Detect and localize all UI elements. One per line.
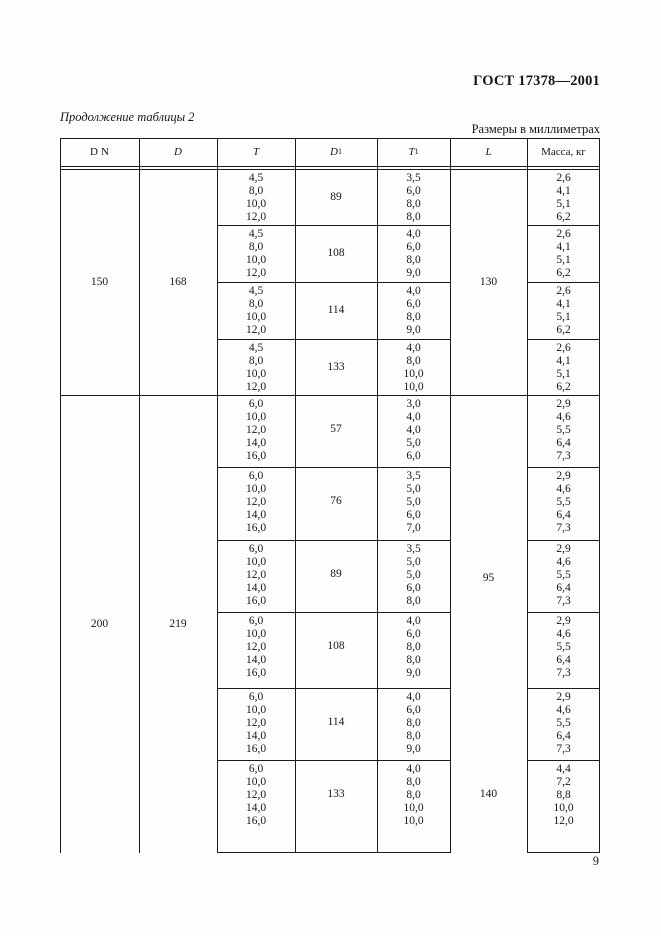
t1-values-line: 5,0 — [406, 556, 421, 568]
mass-values-line: 6,4 — [556, 730, 571, 742]
mass-values-line: 4,6 — [556, 411, 571, 423]
mass-values-line: 2,9 — [556, 470, 571, 482]
t-values-line: 10,0 — [245, 411, 267, 423]
mass-values-line: 4,6 — [556, 628, 571, 640]
mass-values-line: 4,1 — [556, 355, 571, 367]
mass-values-line: 10,0 — [553, 802, 574, 814]
d1-cell: 114 — [327, 716, 345, 728]
t1-values-line: 10,0 — [403, 802, 424, 814]
d1-cell: 89 — [330, 568, 342, 580]
mass-values — [527, 339, 600, 394]
t-values-line: 6,0 — [248, 615, 264, 627]
t-values-line: 8,0 — [248, 355, 264, 367]
t1-values-line: 8,0 — [406, 641, 421, 653]
mass-values-line: 2,9 — [556, 543, 571, 555]
d1-cell: 89 — [330, 190, 342, 203]
mass-values-line: 4,6 — [556, 483, 571, 495]
t1-values-line: 8,0 — [406, 211, 421, 223]
mass-values-line: 4,1 — [556, 298, 571, 310]
mass-values-line: 2,6 — [556, 228, 571, 240]
t1-values-line: 6,0 — [406, 298, 421, 310]
t1-values — [377, 612, 450, 680]
mass-values-line: 2,6 — [556, 342, 571, 354]
mass-values-line: 2,6 — [556, 285, 571, 297]
t-values-line: 10,0 — [245, 368, 267, 380]
t-values-line: 6,0 — [248, 763, 264, 775]
header-cell-t — [217, 138, 295, 166]
t1-values-line: 8,0 — [406, 717, 421, 729]
t-values-line: 8,0 — [248, 298, 264, 310]
mass-values — [527, 540, 600, 608]
t-values-line: 6,0 — [248, 398, 264, 410]
t-values-line: 10,0 — [245, 254, 267, 266]
t-values-line: 12,0 — [245, 324, 267, 336]
t1-values — [377, 467, 450, 535]
t-values — [217, 339, 295, 394]
t-values-line: 12,0 — [245, 569, 267, 581]
t-values — [217, 760, 295, 828]
t-values — [217, 467, 295, 535]
d1-cell: 57 — [330, 423, 342, 435]
t-values-line: 12,0 — [245, 211, 267, 223]
t1-values — [377, 339, 450, 394]
t-values — [217, 540, 295, 608]
mass-values-line: 8,8 — [556, 789, 571, 801]
t-values-line: 6,0 — [248, 470, 264, 482]
t1-values-line: 8,0 — [406, 776, 421, 788]
d-cell: 168 — [169, 276, 187, 288]
mass-values-line: 6,2 — [556, 381, 571, 393]
mass-values-line: 7,3 — [556, 595, 571, 607]
t1-values-line: 5,0 — [406, 437, 421, 449]
t-values-line: 12,0 — [245, 641, 267, 653]
table-continuation-caption: Продолжение таблицы 2 — [60, 110, 195, 124]
dn-cell: 200 — [90, 618, 109, 630]
t1-values-line: 6,0 — [406, 509, 421, 521]
mass-values-line: 5,1 — [556, 254, 571, 266]
mass-values-line: 4,6 — [556, 556, 571, 568]
t-values — [217, 395, 295, 463]
t-values-line: 4,5 — [248, 228, 264, 240]
t1-values-line: 6,0 — [406, 450, 421, 462]
dn-cell: 150 — [90, 276, 109, 288]
t-values-line: 6,0 — [248, 543, 264, 555]
mass-values-line: 2,6 — [556, 172, 571, 184]
mass-values-line: 6,4 — [556, 437, 571, 449]
t-values-line: 10,0 — [245, 628, 267, 640]
mass-values-line: 6,4 — [556, 509, 571, 521]
mass-values-line: 6,2 — [556, 267, 571, 279]
t-values-line: 12,0 — [245, 717, 267, 729]
mass-values-line: 7,3 — [556, 522, 571, 534]
t-values-line: 12,0 — [245, 496, 267, 508]
t1-values-line: 5,0 — [406, 496, 421, 508]
t-values-line: 14,0 — [245, 730, 267, 742]
t1-values-line: 9,0 — [406, 743, 421, 755]
d1-cell: 114 — [327, 303, 345, 316]
mass-values — [527, 169, 600, 224]
t1-values-line: 9,0 — [406, 324, 421, 336]
mass-values-line: 5,5 — [556, 717, 571, 729]
header-cell-dn — [60, 138, 139, 166]
mass-values — [527, 688, 600, 756]
t-values-line: 16,0 — [245, 450, 267, 462]
d1-cell: 133 — [327, 788, 345, 800]
mass-values-line: 5,5 — [556, 641, 571, 653]
header-cell-l — [450, 138, 527, 166]
t1-values-line: 8,0 — [406, 355, 421, 367]
d1-cell: 76 — [330, 495, 342, 507]
t-values — [217, 688, 295, 756]
header-label-dn: DN — [90, 146, 112, 158]
mass-values-line: 5,5 — [556, 569, 571, 581]
t1-values-line: 4,0 — [406, 615, 421, 627]
table-row-separator — [527, 852, 600, 853]
t1-values — [377, 395, 450, 463]
l-cell: 130 — [479, 276, 498, 288]
header-cell-d1: D 1 — [330, 146, 342, 158]
t1-values — [377, 169, 450, 224]
t-values-line: 12,0 — [245, 789, 267, 801]
header-cell-t1: T 1 — [408, 146, 419, 158]
t1-values-line: 6,0 — [406, 582, 421, 594]
t1-values-line: 5,0 — [406, 569, 421, 581]
t1-values-line: 4,0 — [406, 228, 421, 240]
t-values-line: 16,0 — [245, 815, 267, 827]
mass-values-line: 6,2 — [556, 324, 571, 336]
t1-values-line: 3,5 — [406, 543, 421, 555]
t1-values-line: 10,0 — [403, 815, 424, 827]
units-note: Размеры в миллиметрах — [471, 122, 600, 136]
t-values-line: 12,0 — [245, 424, 267, 436]
mass-values-line: 2,9 — [556, 691, 571, 703]
mass-values-line: 7,2 — [556, 776, 571, 788]
t-values-line: 6,0 — [248, 691, 264, 703]
t-values-line: 10,0 — [245, 556, 267, 568]
t1-values-line: 8,0 — [406, 730, 421, 742]
mass-values — [527, 395, 600, 463]
t-values-line: 14,0 — [245, 437, 267, 449]
t-values-line: 10,0 — [245, 311, 267, 323]
mass-values-line: 5,5 — [556, 496, 571, 508]
mass-values-line: 5,1 — [556, 368, 571, 380]
t-values-line: 8,0 — [248, 241, 264, 253]
mass-values-line: 2,9 — [556, 398, 571, 410]
l-cell: 140 — [479, 788, 498, 800]
mass-values-line: 7,3 — [556, 743, 571, 755]
header-label-mass: Масса, кг — [541, 146, 586, 158]
header-cell-d — [139, 138, 217, 166]
mass-values — [527, 282, 600, 337]
t-values-line: 12,0 — [245, 381, 267, 393]
t-values — [217, 612, 295, 680]
t1-values-line: 8,0 — [406, 254, 421, 266]
header-label-d: D — [174, 146, 182, 158]
t1-values-line: 4,0 — [406, 424, 421, 436]
t-values-line: 16,0 — [245, 743, 267, 755]
mass-values-line: 4,6 — [556, 704, 571, 716]
t1-values — [377, 540, 450, 608]
mass-values — [527, 225, 600, 280]
mass-values-line: 4,1 — [556, 185, 571, 197]
t-values-line: 14,0 — [245, 509, 267, 521]
t1-values-line: 9,0 — [406, 267, 421, 279]
t-values-line: 4,5 — [248, 285, 264, 297]
t-values-line: 4,5 — [248, 342, 264, 354]
mass-values-line: 12,0 — [553, 815, 574, 827]
mass-values — [527, 467, 600, 535]
t1-values-line: 4,0 — [406, 342, 421, 354]
t-values-line: 12,0 — [245, 267, 267, 279]
mass-values — [527, 760, 600, 828]
d1-cell: 108 — [327, 246, 345, 259]
mass-values-line: 6,4 — [556, 582, 571, 594]
t1-values-line: 6,0 — [406, 628, 421, 640]
t-values — [217, 169, 295, 224]
t1-values-line: 3,0 — [406, 398, 421, 410]
t1-values-line: 10,0 — [403, 368, 424, 380]
t-values-line: 10,0 — [245, 198, 267, 210]
t-values-line: 16,0 — [245, 522, 267, 534]
t1-values-line: 6,0 — [406, 185, 421, 197]
t-values-line: 4,5 — [248, 172, 264, 184]
t-values-line: 16,0 — [245, 595, 267, 607]
t1-values-line: 4,0 — [406, 285, 421, 297]
table-horizontal-line — [60, 166, 600, 167]
t1-values — [377, 225, 450, 280]
t-values-line: 10,0 — [245, 483, 267, 495]
mass-values — [527, 612, 600, 680]
page-number: 9 — [592, 854, 599, 868]
t1-values — [377, 282, 450, 337]
mass-values-line: 4,4 — [556, 763, 571, 775]
t1-values-line: 6,0 — [406, 704, 421, 716]
t1-values-line: 8,0 — [406, 789, 421, 801]
mass-values-line: 4,1 — [556, 241, 571, 253]
d1-cell: 133 — [327, 360, 345, 373]
t-values — [217, 225, 295, 280]
mass-values-line: 6,4 — [556, 654, 571, 666]
l-cell: 95 — [482, 571, 495, 584]
d1-cell: 108 — [327, 640, 345, 652]
d-cell: 219 — [169, 618, 187, 630]
t1-values-line: 8,0 — [406, 595, 421, 607]
mass-values-line: 2,9 — [556, 615, 571, 627]
t-values-line: 10,0 — [245, 704, 267, 716]
table-row-separator — [217, 852, 450, 853]
t-values-line: 8,0 — [248, 185, 264, 197]
mass-values-line: 7,3 — [556, 450, 571, 462]
t1-values-line: 8,0 — [406, 311, 421, 323]
mass-values-line: 5,1 — [556, 311, 571, 323]
t1-values — [377, 688, 450, 756]
t-values-line: 10,0 — [245, 776, 267, 788]
t1-values-line: 10,0 — [403, 381, 424, 393]
t1-values-line: 5,0 — [406, 483, 421, 495]
t1-values-line: 4,0 — [406, 763, 421, 775]
mass-values-line: 5,1 — [556, 198, 571, 210]
t-values-line: 14,0 — [245, 654, 267, 666]
doc-reference: ГОСТ 17378—2001 — [473, 73, 600, 89]
t1-values-line: 9,0 — [406, 667, 421, 679]
t1-values — [377, 760, 450, 828]
dimensions-table — [60, 138, 600, 853]
header-cell-mass — [527, 138, 600, 166]
t-values-line: 16,0 — [245, 667, 267, 679]
header-label-d1: D — [330, 146, 338, 158]
t1-values-line: 3,5 — [406, 172, 421, 184]
t1-values-line: 8,0 — [406, 654, 421, 666]
t1-values-line: 7,0 — [406, 522, 421, 534]
header-label-l: L — [485, 146, 492, 158]
mass-values-line: 5,5 — [556, 424, 571, 436]
header-label-t: T — [252, 146, 260, 158]
t1-values-line: 8,0 — [406, 198, 421, 210]
t-values — [217, 282, 295, 337]
mass-values-line: 7,3 — [556, 667, 571, 679]
header-label-t1: T — [408, 146, 415, 158]
t1-values-line: 4,0 — [406, 411, 421, 423]
t1-values-line: 6,0 — [406, 241, 421, 253]
mass-values-line: 6,2 — [556, 211, 571, 223]
t1-values-line: 3,5 — [406, 470, 421, 482]
t-values-line: 14,0 — [245, 582, 267, 594]
t1-values-line: 4,0 — [406, 691, 421, 703]
t-values-line: 14,0 — [245, 802, 267, 814]
